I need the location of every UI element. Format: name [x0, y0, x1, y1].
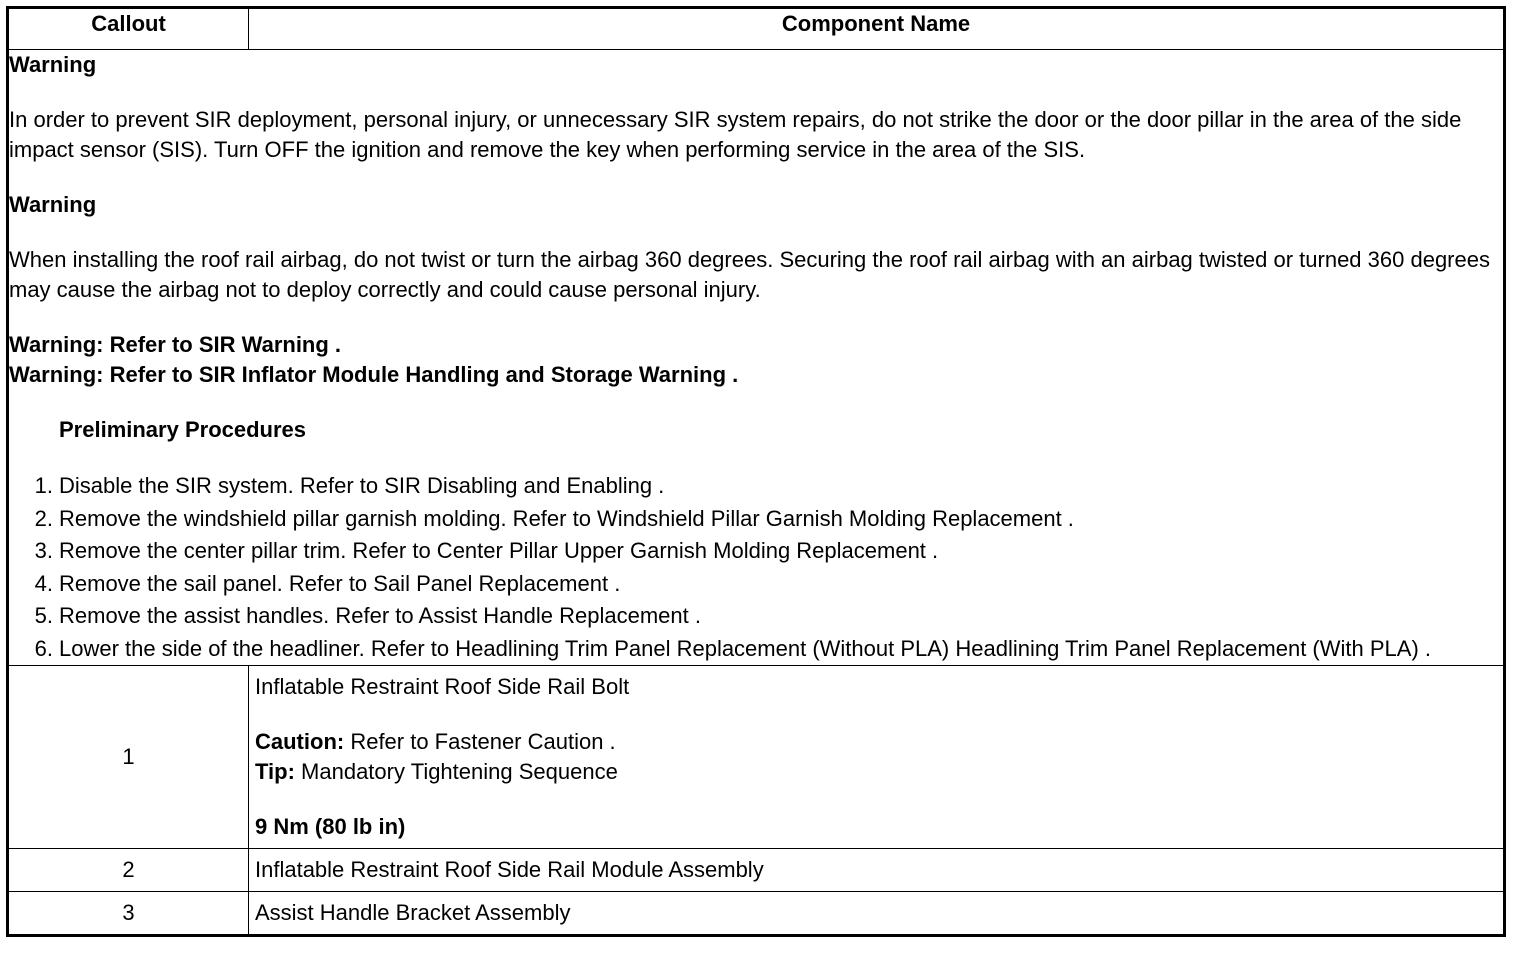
- component-name: Inflatable Restraint Roof Side Rail Bolt: [255, 674, 630, 699]
- step-text: Remove the center pillar trim. Refer to Center Pillar Upper Garnish Molding Replacement .: [59, 538, 939, 563]
- warning-2-title: Warning: [9, 192, 97, 217]
- component-name: Assist Handle Bracket Assembly: [249, 892, 1505, 936]
- procedure-step: [9, 633, 1503, 666]
- table-row: [8, 849, 1505, 892]
- table-row: [8, 666, 1505, 849]
- caution-text: Refer to Fastener Caution .: [344, 729, 616, 754]
- tip-label: Tip:: [255, 759, 295, 784]
- callout-number: 1: [8, 666, 249, 849]
- preliminary-procedures-title: Preliminary Procedures: [59, 417, 307, 442]
- component-table: [6, 6, 1506, 937]
- callout-number: 3: [8, 892, 249, 936]
- procedure-step: [9, 470, 1503, 503]
- caution-line: [255, 727, 1497, 757]
- step-number: 1.: [34, 473, 53, 498]
- step-number: 4.: [34, 570, 53, 596]
- warning-1-text: In order to prevent SIR deployment, personal injury, or unnecessary SIR system repairs, do not strike the door or the door pillar in the area of the side impact sensor (SIS). Turn OFF the ignition and remove the key when performing service in the area of the SIS.: [9, 107, 1462, 162]
- procedure-step: [9, 568, 1503, 601]
- component-name: Inflatable Restraint Roof Side Rail Module Assembly: [249, 849, 1505, 892]
- component-cell: [249, 666, 1505, 849]
- caution-label: Caution:: [255, 729, 345, 754]
- procedure-step: [9, 600, 1503, 633]
- step-text: Remove the windshield pillar garnish molding. Refer to Windshield Pillar Garnish Molding Replacement .: [59, 505, 1074, 531]
- procedure-step: [9, 503, 1503, 536]
- step-text: Remove the assist handles. Refer to Assist Handle Replacement .: [59, 603, 701, 628]
- table-row: [8, 892, 1505, 936]
- step-number: 6.: [34, 635, 53, 661]
- step-number: 5.: [34, 603, 53, 628]
- step-number: 2.: [34, 505, 53, 531]
- step-text: Lower the side of the headliner. Refer to Headlining Trim Panel Replacement (Without PLA) Headlining Trim Panel Replacement (With PLA) .: [59, 635, 1432, 661]
- tip-text: Mandatory Tightening Sequence: [294, 759, 618, 784]
- table-header-row: [8, 8, 1505, 50]
- procedure-steps-list: [9, 470, 1503, 665]
- procedure-step: [9, 535, 1503, 568]
- warning-2-text: When installing the roof rail airbag, do not twist or turn the airbag 360 degrees. Securing the roof rail airbag with an airbag twisted or turned 360 degrees may cause the airbag not to deploy correctly and could cause personal injury.: [9, 247, 1490, 302]
- notes-row: [8, 50, 1505, 666]
- notes-cell: [8, 50, 1505, 666]
- component-name-header: Component Name: [249, 8, 1505, 50]
- warning-1-title: Warning: [9, 52, 97, 77]
- step-number: 3.: [34, 538, 53, 563]
- torque-spec: 9 Nm (80 lb in): [255, 814, 406, 839]
- warning-sir-reference: Warning: Refer to SIR Warning .: [9, 332, 342, 357]
- callout-header: Callout: [8, 8, 249, 50]
- tip-line: [255, 757, 1497, 787]
- step-text: Disable the SIR system. Refer to SIR Disabling and Enabling .: [59, 473, 665, 498]
- callout-number: 2: [8, 849, 249, 892]
- step-text: Remove the sail panel. Refer to Sail Panel Replacement .: [59, 570, 621, 596]
- warning-inflator-reference: Warning: Refer to SIR Inflator Module Handling and Storage Warning .: [9, 362, 739, 387]
